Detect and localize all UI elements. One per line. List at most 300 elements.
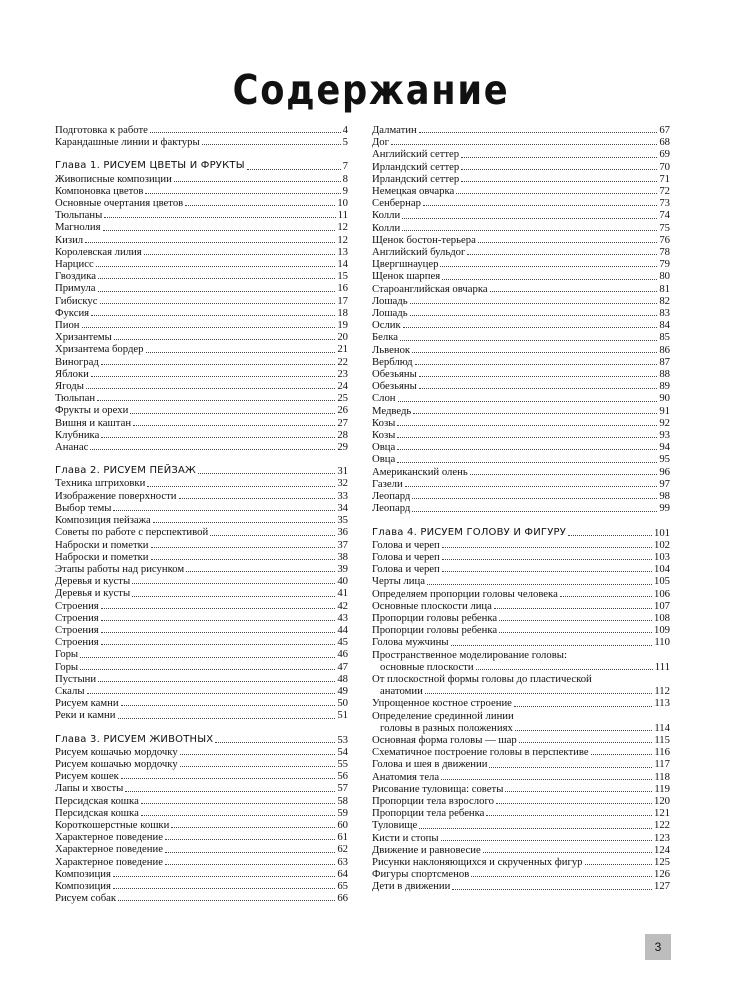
dot-leader [397,425,657,426]
dot-leader [141,803,336,804]
toc-entry-label: Глава 4. РИСУЕМ ГОЛОВУ И ФИГУРУ [372,526,567,538]
toc-entry [372,380,670,392]
dot-leader [442,279,657,280]
toc-entry-page: 112 [654,685,670,698]
toc-entry-page: 36 [337,526,348,539]
dot-leader [441,779,652,780]
toc-chapter-entry [55,160,348,172]
dot-leader [97,400,335,401]
toc-entry [372,307,670,319]
toc-entry-label: Слон [372,392,396,405]
toc-entry-label: Глава 1. РИСУЕМ ЦВЕТЫ И ФРУКТЫ [55,160,245,172]
toc-entry-label: Далматин [372,124,417,136]
toc-entry-label: Газели [372,477,403,490]
toc-entry-label: От плоскостной формы головы до пластической [372,672,592,685]
toc-entry [55,770,348,782]
toc-entry-page: 54 [337,745,348,758]
toc-entry [372,575,670,587]
toc-entry-label: Сенбернар [372,197,421,210]
toc-chapter-entry [55,734,348,746]
dot-leader [247,169,341,170]
page-title: Содержание [232,66,510,114]
dot-leader [86,388,335,389]
toc-entry [372,880,670,892]
toc-entry-label: Верблюд [372,355,413,368]
toc-entry [55,490,348,502]
toc-entry-page: 116 [654,746,670,759]
dot-leader [101,632,336,633]
toc-entry-page: 56 [337,770,348,783]
dot-leader [456,193,657,194]
toc-entry [55,892,348,904]
toc-entry [55,563,348,575]
toc-entry-page: 73 [659,197,670,210]
toc-entry [372,832,670,844]
toc-entry-page: 118 [654,770,670,783]
toc-entry [55,404,348,416]
toc-entry-label: Клубника [55,428,100,441]
toc-entry [55,880,348,892]
toc-entry-label: Компоновка цветов [55,184,144,197]
toc-entry-label: Характерное поведение [55,831,163,844]
toc-entry [372,246,670,258]
toc-entry [55,807,348,819]
toc-entry-page: 101 [653,526,670,539]
toc-entry [372,295,670,307]
toc-entry [55,209,348,221]
toc-entry-label: Ягоды [55,380,84,393]
toc-entry-label: Рисуем кошачью мордочку [55,745,178,758]
toc-entry-label: Строения [55,636,99,649]
toc-entry [55,429,348,441]
toc-entry [372,868,670,880]
toc-entry [372,283,670,295]
toc-entry-label: Кизил [55,233,84,246]
toc-entry-label: Голова и череп [372,550,440,563]
toc-entry-label: Фигуры спортсменов [372,868,470,881]
toc-entry-label: Наброски и пометки [55,550,149,563]
toc-entry-page: 24 [337,380,348,393]
toc-entry-page: 40 [337,575,348,588]
toc-entry [372,697,670,709]
toc-entry [372,795,670,807]
toc-entry [372,807,670,819]
toc-entry [372,478,670,490]
dot-leader [91,315,335,316]
toc-entry-page: 44 [337,623,348,636]
toc-entry-page: 61 [337,831,348,844]
toc-entry-label: Строения [55,599,99,612]
toc-entry-label: Немецкая овчарка [372,185,455,198]
dot-leader [499,632,652,633]
toc-entry-page: 91 [659,404,670,417]
dot-leader [165,852,335,853]
toc-entry-page: 51 [337,709,348,722]
toc-entry [55,295,348,307]
dot-leader [121,705,336,706]
toc-entry [55,636,348,648]
dot-leader [171,827,335,828]
dot-leader [180,754,336,755]
toc-entry-label: анатомии [372,685,423,698]
toc-entry-page: 68 [659,136,670,149]
dot-leader [90,449,335,450]
dot-leader [118,718,336,719]
toc-entry [55,843,348,855]
toc-entry-page: 19 [337,319,348,332]
toc-entry-label: Ирландский сеттер [372,172,460,185]
toc-entry-page: 71 [659,172,670,185]
toc-entry-page: 12 [337,221,348,234]
dot-leader [98,681,335,682]
dot-leader [419,388,658,389]
toc-entry-label: Львенок [372,343,411,356]
dot-leader [419,376,658,377]
toc-entry-label: Овца [372,453,396,466]
toc-entry [372,722,670,734]
dot-leader [415,364,658,365]
dot-leader [147,486,335,487]
toc-entry-label: Пространственное моделирование головы: [372,648,567,661]
toc-entry-label: основные плоскости [372,660,474,673]
toc-entry-label: Изображение поверхности [55,489,177,502]
toc-entry-page: 21 [337,343,348,356]
toc-entry [372,856,670,868]
toc-entry-label: Голова и череп [372,563,440,576]
toc-entry-label: Схематичное построение головы в перспективе [372,746,589,759]
toc-entry-label: Голова и череп [372,538,440,551]
dot-leader [476,669,653,670]
dot-leader [398,401,658,402]
dot-leader [103,230,336,231]
toc-entry-page: 17 [337,294,348,307]
dot-leader [101,644,336,645]
toc-entry-page: 88 [659,368,670,381]
dot-leader [494,608,652,609]
toc-entry-page: 10 [337,197,348,210]
toc-entry-label: Живописные композиции [55,172,172,185]
toc-entry-label: Туловище [372,819,418,832]
toc-entry-page: 93 [659,429,670,442]
toc-entry-label: Щенок бостон-терьера [372,233,476,246]
toc-entry-label: Щенок шарпея [372,270,441,283]
dot-leader [118,900,335,901]
toc-entry [372,734,670,746]
toc-entry-page: 115 [654,733,670,746]
toc-entry-page: 41 [337,587,348,600]
dot-leader [461,169,657,170]
toc-entry-page: 81 [659,282,670,295]
toc-entry-page: 49 [337,684,348,697]
toc-entry-label: Овца [372,441,396,454]
toc-entry [55,319,348,331]
toc-entry-label: Козы [372,416,396,429]
toc-entry-page: 90 [659,392,670,405]
dot-leader [82,327,336,328]
dot-leader [442,547,652,548]
toc-entry-label: Кисти и стопы [372,831,439,844]
toc-entry-label: Гвоздика [55,270,97,283]
toc-entry-label: Вишня и каштан [55,416,132,429]
toc-entry-page: 83 [659,307,670,320]
toc-entry [55,856,348,868]
toc-entry-page: 95 [659,453,670,466]
toc-entry-label: Короткошерстные кошки [55,818,170,831]
toc-entry-page: 125 [653,855,670,868]
toc-entry [372,636,670,648]
toc-entry [372,563,670,575]
toc-entry-label: Определяем пропорции головы человека [372,587,558,600]
toc-entry-label: Строения [55,611,99,624]
dot-leader [478,242,657,243]
toc-entry-page: 43 [337,611,348,624]
toc-entry [55,392,348,404]
toc-entry [55,282,348,294]
toc-entry-label: Фрукты и орехи [55,404,129,417]
toc-entry [372,685,670,697]
dot-leader [101,364,335,365]
toc-entry-page: 126 [653,868,670,881]
toc-entry-label: Горы [55,648,79,661]
toc-entry-label: Пропорции тела ребенка [372,807,485,820]
toc-entry-label: Дети в движении [372,880,451,893]
dot-leader [80,669,335,670]
toc-entry-page: 14 [337,258,348,271]
toc-entry [55,197,348,209]
toc-entry-page: 32 [337,477,348,490]
toc-entry-label: Реки и камни [55,709,116,722]
toc-entry [55,270,348,282]
dot-leader [104,217,335,218]
toc-entry-label: Обезьяны [372,368,417,381]
dot-leader [121,778,336,779]
toc-entry-page: 5 [342,136,348,149]
dot-leader [471,876,652,877]
dot-leader [101,620,336,621]
toc-entry-label: Скалы [55,684,85,697]
toc-entry-label: Пропорции головы ребенка [372,624,498,637]
toc-entry-page: 18 [337,306,348,319]
toc-entry-label: Рисунки наклоняющихся и скрученных фигур [372,855,583,868]
toc-entry-label: Яблоки [55,367,89,380]
toc-entry-label: Карандашные линии и фактуры [55,136,200,149]
dot-leader [101,608,336,609]
page-number-badge: 3 [645,934,671,960]
toc-entry [55,709,348,721]
toc-entry-page: 34 [337,501,348,514]
toc-entry-page: 67 [659,124,670,136]
toc-entry [55,575,348,587]
toc-entry-page: 48 [337,672,348,685]
dot-leader [442,571,652,572]
toc-entry-label: Композиция [55,879,111,892]
toc-entry-page: 53 [337,733,348,746]
toc-entry [372,173,670,185]
toc-entry-label: Рисование туловища: советы [372,782,504,795]
dot-leader [467,254,657,255]
toc-entry-label: Композиция пейзажа [55,514,151,527]
dot-leader [91,376,335,377]
dot-leader [442,559,652,560]
toc-entry [372,746,670,758]
dot-leader [80,657,335,658]
toc-entry [55,819,348,831]
toc-entry [55,697,348,709]
dot-leader [461,157,657,158]
toc-entry-label: Староанглийская овчарка [372,282,488,295]
toc-entry-label: Композиция [55,867,111,880]
dot-leader [215,742,335,743]
toc-entry-page: 119 [654,782,670,795]
dot-leader [132,583,335,584]
toc-entry-page: 87 [659,355,670,368]
dot-leader [113,876,335,877]
toc-entry [372,661,670,673]
toc-entry-page: 72 [659,185,670,198]
toc-entry-page: 106 [653,587,670,600]
dot-leader [151,547,336,548]
toc-entry-label: Ананас [55,441,89,454]
toc-entry-page: 62 [337,843,348,856]
toc-entry [372,771,670,783]
dot-leader [174,181,341,182]
toc-entry [372,429,670,441]
dot-leader [179,498,336,499]
toc-entry-label: Выбор темы [55,501,112,514]
dot-leader [413,413,657,414]
toc-entry-page: 79 [659,258,670,271]
toc-entry-page: 127 [653,880,670,893]
toc-entry-label: Тюльпан [55,392,96,405]
toc-entry-label: Упрощенное костное строение [372,697,512,710]
toc-entry [55,343,348,355]
toc-entry-page: 12 [337,233,348,246]
toc-entry-label: Пустыни [55,672,97,685]
toc-entry-page: 107 [653,599,670,612]
toc-entry-label: Козы [372,429,396,442]
toc-entry-label: Рисуем кошачью мордочку [55,757,178,770]
toc-entry-label: головы в разных положениях [372,721,513,734]
toc-entry-label: Хризантема бордер [55,343,144,356]
dot-leader [412,498,657,499]
dot-leader [96,266,336,267]
toc-entry [372,783,670,795]
toc-entry-page: 110 [654,636,670,649]
toc-entry-page: 66 [337,892,348,905]
toc-entry-page: 98 [659,490,670,503]
dot-leader [98,278,335,279]
dot-leader [440,266,657,267]
dot-leader [423,205,657,206]
toc-entry-page: 55 [337,757,348,770]
toc-chapter-entry [372,527,670,539]
toc-entry-label: Подготовка к работе [55,124,148,136]
toc-entry [55,514,348,526]
toc-entry [372,161,670,173]
toc-entry-page: 123 [653,831,670,844]
dot-leader [185,205,335,206]
toc-entry-page: 37 [337,538,348,551]
toc-entry-page: 78 [659,246,670,259]
dot-leader [397,462,657,463]
toc-entry-page: 102 [653,538,670,551]
toc-entry [55,417,348,429]
dot-leader [146,352,336,353]
toc-entry-label: Горы [55,660,79,673]
dot-leader [402,218,657,219]
toc-entry [372,710,670,722]
toc-entry-label: Виноград [55,355,99,368]
toc-entry [55,234,348,246]
dot-leader [505,791,652,792]
toc-entry [372,624,670,636]
toc-entry-label: Нарцисс [55,258,94,271]
toc-entry [55,539,348,551]
toc-entry-page: 75 [659,221,670,234]
toc-entry-label: Фуксия [55,306,90,319]
toc-entry-label: Тюльпаны [55,209,103,222]
toc-entry [372,209,670,221]
toc-entry-label: Английский сеттер [372,148,460,161]
toc-entry-page: 63 [337,855,348,868]
toc-entry [55,758,348,770]
toc-entry-page: 33 [337,489,348,502]
toc-entry-label: Гибискус [55,294,98,307]
dot-leader [412,352,657,353]
dot-leader [412,511,657,512]
toc-entry-page: 26 [337,404,348,417]
dot-leader [410,315,658,316]
toc-entry [55,124,348,136]
toc-entry-page: 11 [337,209,348,222]
toc-entry [55,587,348,599]
dot-leader [144,254,336,255]
dot-leader [101,437,335,438]
dot-leader [165,864,335,865]
dot-leader [130,413,335,414]
toc-entry-label: Этапы работы над рисунком [55,562,185,575]
toc-entry-page: 124 [653,843,670,856]
dot-leader [186,571,335,572]
toc-entry-page: 65 [337,879,348,892]
dot-leader [165,839,335,840]
toc-entry-label: Глава 2. РИСУЕМ ПЕЙЗАЖ [55,465,196,477]
dot-leader [470,474,658,475]
toc-entry-label: Рисуем собак [55,892,117,905]
toc-entry-page: 69 [659,148,670,161]
toc-entry [55,526,348,538]
dot-leader [113,888,335,889]
dot-leader [515,730,652,731]
dot-leader [591,754,653,755]
toc-entry-label: Строения [55,623,99,636]
toc-entry-page: 121 [653,807,670,820]
toc-entry-page: 97 [659,477,670,490]
dot-leader [451,645,653,646]
toc-entry-page: 113 [654,697,670,710]
dot-leader [461,181,657,182]
toc-entry [372,819,670,831]
toc-entry-label: Лошадь [372,294,408,307]
toc-entry-label: Колли [372,209,401,222]
toc-entry-page: 25 [337,392,348,405]
dot-leader [560,596,652,597]
toc-entry-page: 42 [337,599,348,612]
toc-entry [372,344,670,356]
toc-entry-page: 85 [659,331,670,344]
toc-entry [55,685,348,697]
toc-entry-label: Медведь [372,404,412,417]
